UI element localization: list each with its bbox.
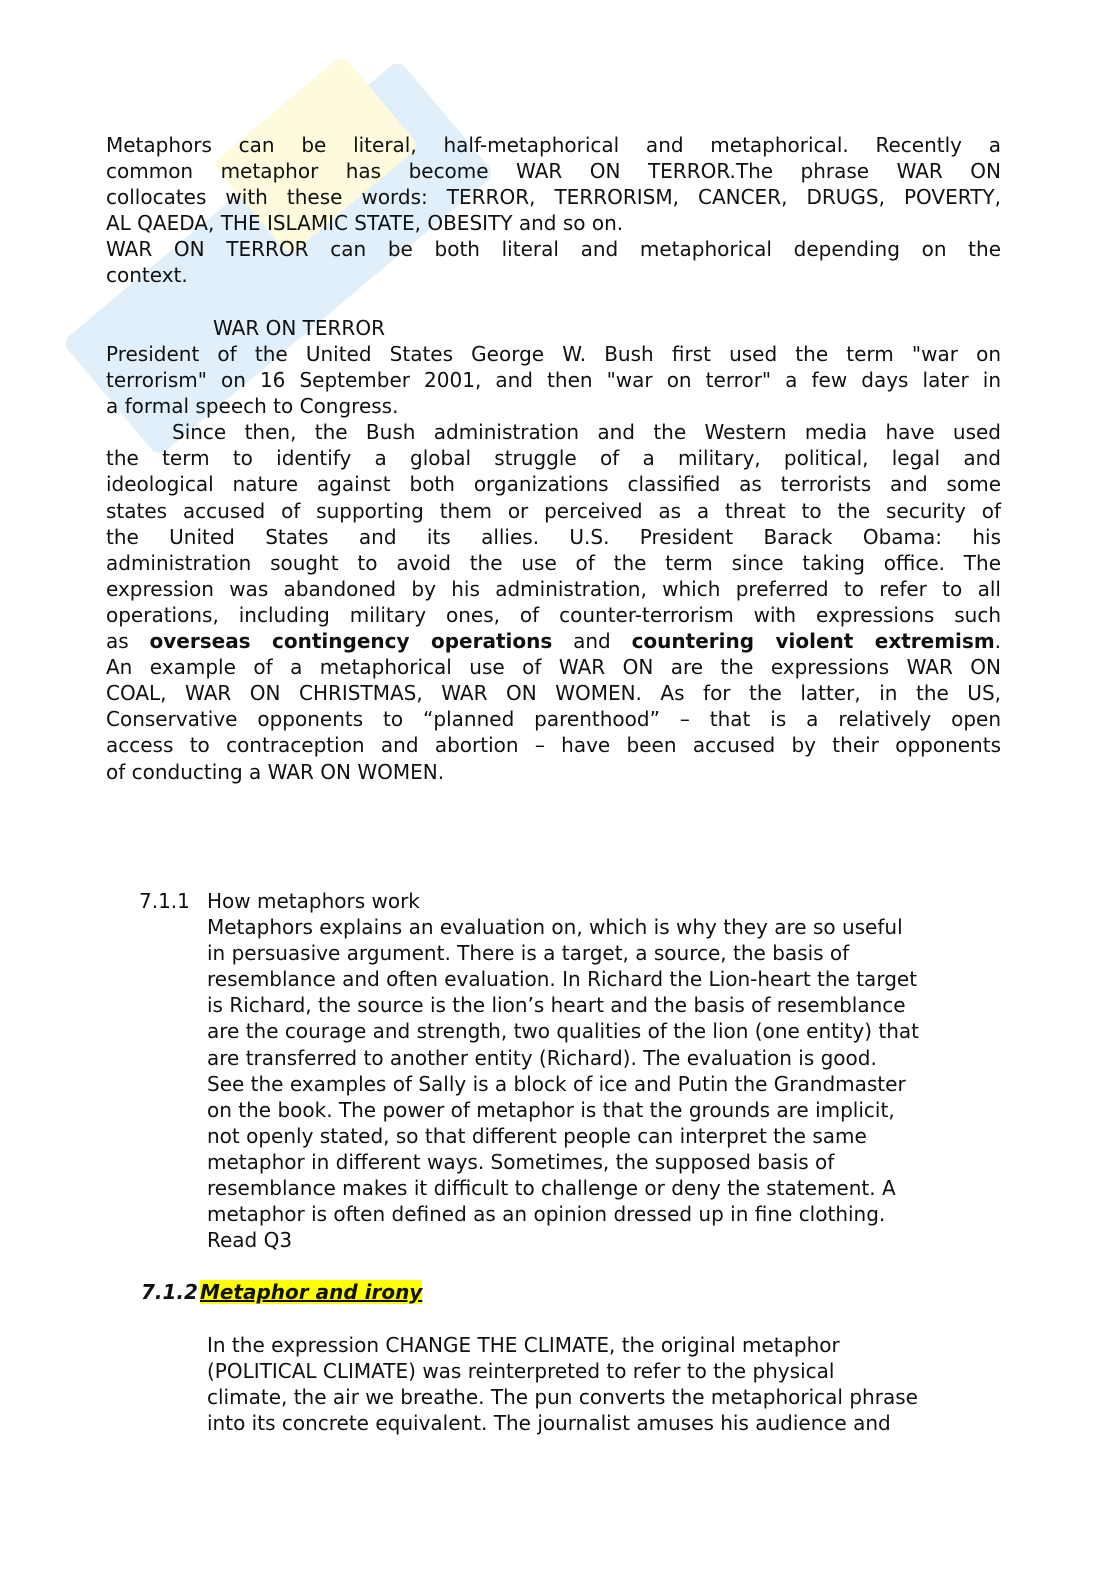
- text-line: ideological nature against both organizations classified as terrorists and some: [106, 472, 1001, 497]
- text-line: the term to identify a global struggle of a military, political, legal and: [106, 446, 1001, 471]
- text: as: [106, 629, 150, 654]
- text-line: collocates with these words: TERROR, TERRORISM, CANCER, DRUGS, POVERTY,: [106, 185, 1001, 210]
- text-line: in persuasive argument. There is a target, a source, the basis of: [207, 941, 850, 966]
- text-line: Conservative opponents to “planned parenthood” – that is a relatively open: [106, 707, 1001, 732]
- section-number-711: 7.1.1: [139, 889, 190, 913]
- text-line: (POLITICAL CLIMATE) was reinterpreted to refer to the physical: [207, 1359, 835, 1384]
- text-line: a formal speech to Congress.: [106, 394, 399, 419]
- text-line: Metaphors can be literal, half-metaphorical and metaphorical. Recently a: [106, 133, 1001, 157]
- text-line: not openly stated, so that different people can interpret the same: [207, 1123, 867, 1148]
- text-line: COAL, WAR ON CHRISTMAS, WAR ON WOMEN. As for the latter, in the US,: [106, 681, 1001, 706]
- section-712-paragraph: [207, 1332, 1007, 1436]
- text: .: [994, 629, 1002, 654]
- text-line: expression was abandoned by his administration, which preferred to refer to all: [106, 576, 1001, 601]
- text-line: metaphor is often defined as an opinion dressed up in fine clothing.: [207, 1202, 886, 1227]
- text-line: operations, including military ones, of counter-terrorism with expressions such: [106, 602, 1001, 627]
- text-line: context.: [106, 263, 188, 288]
- section-title-711: How metaphors work: [207, 889, 420, 913]
- bold-term: overseas contingency operations: [149, 629, 553, 654]
- text-line: President of the United States George W. Bush first used the term "war on: [106, 342, 1001, 366]
- text-line: common metaphor has become WAR ON TERROR.The phrase WAR ON: [106, 159, 1001, 184]
- section-title-712-highlighted: Metaphor and irony: [199, 1280, 423, 1304]
- intro-paragraph: [106, 132, 1001, 289]
- text-line: are transferred to another entity (Richard). The evaluation is good.: [207, 1045, 877, 1070]
- section-711: [207, 888, 1007, 1253]
- text-line: of conducting a WAR ON WOMEN.: [106, 759, 445, 784]
- text-line: AL QAEDA, THE ISLAMIC STATE, OBESITY and so on.: [106, 211, 624, 236]
- text-line-bold-terms: [106, 628, 1001, 654]
- text-line: on the book. The power of metaphor is that the grounds are implicit,: [207, 1097, 895, 1122]
- text-line: access to contraception and abortion – have been accused by their opponents: [106, 733, 1001, 758]
- text-line: An example of a metaphorical use of WAR ON are the expressions WAR ON: [106, 655, 1001, 680]
- text-line: states accused of supporting them or perceived as a threat to the security of: [106, 498, 1001, 523]
- text-line: metaphor in different ways. Sometimes, the supposed basis of: [207, 1149, 835, 1174]
- text-line: WAR ON TERROR can be both literal and metaphorical depending on the: [106, 237, 1001, 262]
- text-line: the United States and its allies. U.S. President Barack Obama: his: [106, 524, 1001, 549]
- text-line: into its concrete equivalent. The journalist amuses his audience and: [207, 1411, 891, 1436]
- section-number-712: 7.1.2: [141, 1280, 198, 1304]
- text-line: resemblance makes it difficult to challenge or deny the statement. A: [207, 1176, 896, 1201]
- text-line: resemblance and often evaluation. In Richard the Lion-heart the target: [207, 967, 918, 992]
- war-on-terror-paragraph: [106, 341, 1001, 785]
- text-line: is Richard, the source is the lion’s heart and the basis of resemblance: [207, 993, 906, 1018]
- text-line: In the expression CHANGE THE CLIMATE, the original metaphor: [207, 1333, 840, 1357]
- section-heading-712: [141, 1279, 422, 1305]
- text-line: Since then, the Bush administration and the Western media have used: [172, 420, 1001, 445]
- text-line: climate, the air we breathe. The pun converts the metaphorical phrase: [207, 1385, 918, 1410]
- text-line: Metaphors explains an evaluation on, which is why they are so useful: [207, 915, 903, 940]
- text-line: See the examples of Sally is a block of ice and Putin the Grandmaster: [207, 1071, 906, 1096]
- text-line: administration sought to avoid the use of the term since taking office. The: [106, 550, 1001, 575]
- text-line: terrorism" on 16 September 2001, and then "war on terror" a few days later in: [106, 368, 1001, 393]
- section-heading-war-on-terror: WAR ON TERROR: [213, 316, 385, 340]
- text: and: [573, 629, 632, 654]
- text-line: Read Q3: [207, 1228, 293, 1253]
- bold-term: countering violent extremism: [631, 629, 995, 654]
- text-line: are the courage and strength, two qualities of the lion (one entity) that: [207, 1019, 919, 1044]
